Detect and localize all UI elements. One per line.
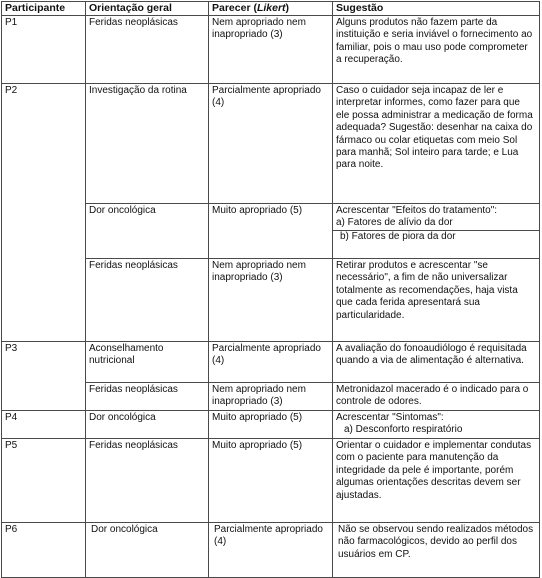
table-row xyxy=(2,342,540,383)
table-row xyxy=(2,439,540,523)
cell-sugestao: Metronidazol macerado é o indicado para o controle de odores. xyxy=(333,383,540,411)
sugestao-text: Acrescentar "Efeitos do tratamento": xyxy=(336,205,498,216)
cell-parecer: Nem apropriado nem inapropriado (3) xyxy=(209,259,333,342)
cell-parecer: Muito apropriado (5) xyxy=(209,439,333,523)
cell-orientacao: Dor oncológica xyxy=(86,411,209,439)
header-parecer-prefix: Parecer ( xyxy=(212,2,257,14)
cell-parecer: Parcialmente apropriado (4) xyxy=(209,84,333,204)
cell-parecer: Nem apropriado nem inapropriado (3) xyxy=(209,16,333,84)
cell-sugestao: Retirar produtos e acrescentar "se necessário", a fim de não universalizar totalmente as recomendações, haja vista que cada ferida apresentará sua particularidade. xyxy=(333,259,540,342)
suggestions-table xyxy=(1,1,540,578)
cell-sugestao: Orientar o cuidador e implementar condutas com o paciente para manutenção da integridade da pele é importante, porém algumas orientações descritas devem ser ajustadas. xyxy=(333,439,540,523)
header-parecer xyxy=(209,2,333,16)
cell-participante: P1 xyxy=(2,16,86,84)
header-parecer-suffix: ) xyxy=(285,2,290,14)
cell-orientacao: Feridas neoplásicas xyxy=(86,16,209,84)
cell-sugestao xyxy=(333,411,540,439)
sugestao-item-b: b) Fatores de piora da dor xyxy=(340,230,456,242)
cell-orientacao: Feridas neoplásicas xyxy=(86,259,209,342)
cell-orientacao: Dor oncológica xyxy=(86,523,209,578)
cell-parecer: Muito apropriado (5) xyxy=(209,204,333,259)
cell-parecer: Parcialmente apropriado (4) xyxy=(209,342,333,383)
cell-participante: P5 xyxy=(2,439,86,523)
sugestao-item-a: a) Desconforto respiratório xyxy=(344,424,463,436)
cell-participante: P4 xyxy=(2,411,86,439)
header-orientacao: Orientação geral xyxy=(86,2,209,16)
cell-participante: P6 xyxy=(2,523,86,578)
header-participante: Participante xyxy=(2,2,86,16)
cell-parecer: Nem apropriado nem inapropriado (3) xyxy=(209,383,333,411)
cell-sugestao: Alguns produtos não fazem parte da instituição e seria inviável o fornecimento ao familiar, pois o mau uso pode comprometer a recuperação. xyxy=(333,16,540,84)
cell-sugestao xyxy=(333,204,540,259)
cell-participante: P2 xyxy=(2,84,86,342)
cell-orientacao: Dor oncológica xyxy=(86,204,209,259)
cell-sugestao: Caso o cuidador seja incapaz de ler e interpretar informes, como fazer para que ele possa administrar a medicação de forma adequada? Sugestão: desenhar na caixa do fármaco ou colar etiquetas com meio Sol para manhã; Sol inteiro para tarde; e Lua para noite. xyxy=(333,84,540,204)
sugestao-item-a: a) Fatores de alívio da dor xyxy=(333,217,539,230)
table-row xyxy=(2,523,540,578)
cell-orientacao: Aconselhamento nutricional xyxy=(86,342,209,383)
cell-orientacao: Feridas neoplásicas xyxy=(86,383,209,411)
cell-orientacao: Feridas neoplásicas xyxy=(86,439,209,523)
table-header-row xyxy=(2,2,540,16)
table-row xyxy=(2,16,540,84)
cell-participante: P3 xyxy=(2,342,86,411)
header-sugestao: Sugestão xyxy=(333,2,540,16)
table-row xyxy=(2,411,540,439)
header-parecer-italic: Likert xyxy=(256,2,286,14)
cell-parecer: Parcialmente apropriado (4) xyxy=(209,523,333,578)
cell-sugestao: A avaliação do fonoaudiólogo é requisitada quando a via de alimentação é alternativa. xyxy=(333,342,540,383)
sugestao-text: Acrescentar "Sintomas": xyxy=(336,412,444,423)
cell-orientacao: Investigação da rotina xyxy=(86,84,209,204)
cell-parecer: Muito apropriado (5) xyxy=(209,411,333,439)
table-row xyxy=(2,84,540,204)
cell-sugestao: Não se observou sendo realizados métodos não farmacológicos, devido ao perfil dos usuários em CP. xyxy=(333,523,540,578)
